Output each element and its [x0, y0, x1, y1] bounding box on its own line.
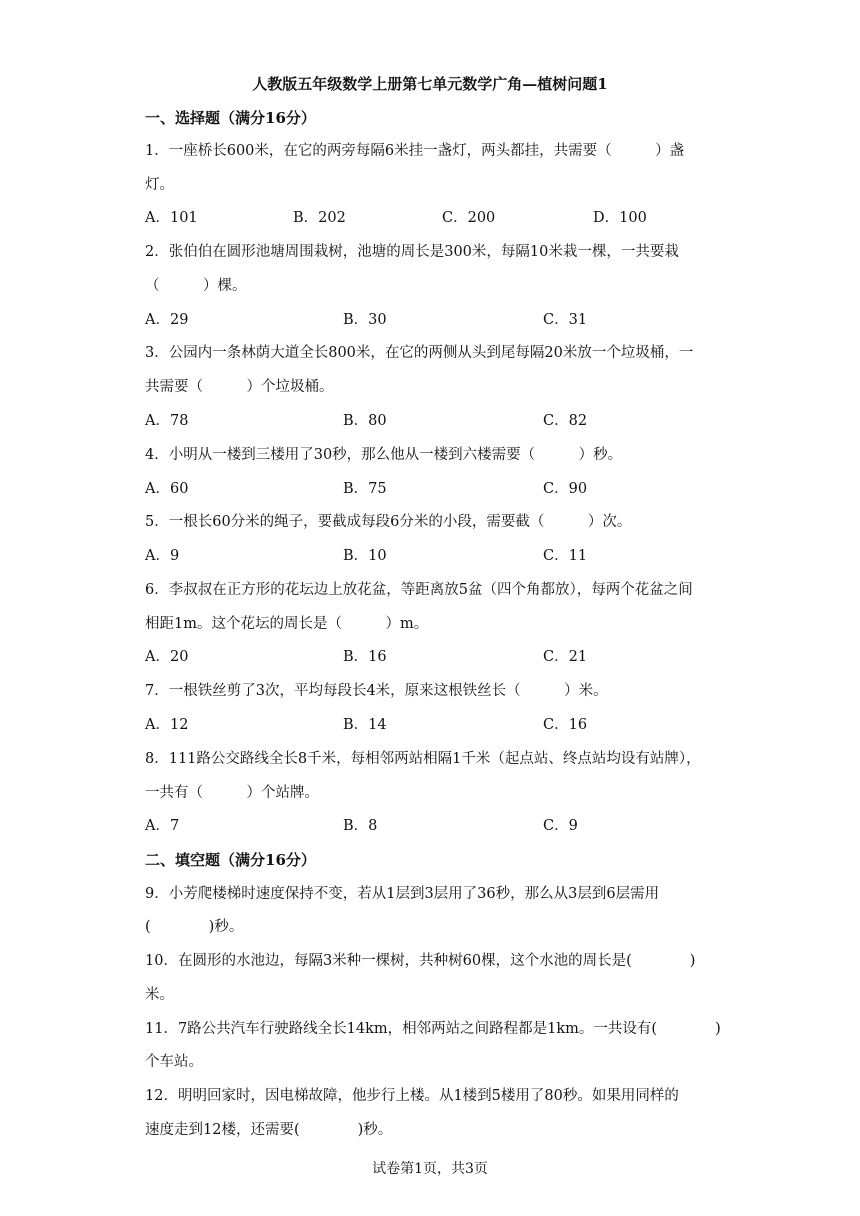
- question-4-line-1: 4．小明从一楼到三楼用了30秒，那么他从一楼到六楼需要（ ）秒。: [145, 447, 623, 463]
- question-5-option-a: A．9: [145, 548, 180, 564]
- question-12-line-2: 速度走到12楼，还需要( )秒。: [145, 1122, 393, 1138]
- question-8-option-c: C．9: [543, 818, 578, 834]
- question-1-option-b: B．202: [293, 210, 346, 226]
- question-10-line-1: 10．在圆形的水池边，每隔3米种一棵树，共种树60棵，这个水池的周长是( ): [145, 953, 696, 969]
- question-2-option-a: A．29: [145, 312, 189, 328]
- question-6-line-1: 6．李叔叔在正方形的花坛边上放花盆，等距离放5盆（四个角都放），每两个花盆之间: [145, 582, 693, 598]
- question-6-option-b: B．16: [343, 649, 387, 665]
- question-9-line-1: 9．小芳爬楼梯时速度保持不变，若从1层到3层用了36秒，那么从3层到6层需用: [145, 886, 660, 902]
- question-1-line-2: 灯。: [145, 177, 174, 193]
- question-7-line-1: 7．一根铁丝剪了3次，平均每段长4米，原来这根铁丝长（ ）米。: [145, 683, 608, 699]
- question-1-line-1: 1．一座桥长600米，在它的两旁每隔6米挂一盏灯，两头都挂，共需要（ ）盏: [145, 143, 685, 159]
- question-7-options: [145, 715, 725, 735]
- page-footer: 试卷第1页，共3页: [372, 1161, 488, 1177]
- question-4-option-c: C．90: [543, 481, 588, 497]
- question-10-line-2: 米。: [145, 987, 174, 1003]
- question-1-option-a: A．101: [145, 210, 198, 226]
- question-3-line-2: 共需要（ ）个垃圾桶。: [145, 379, 334, 395]
- question-7-option-a: A．12: [145, 717, 189, 733]
- question-3-option-b: B．80: [343, 413, 387, 429]
- question-2-line-2: （ ）棵。: [145, 278, 247, 294]
- section-heading-fill: 二、填空题（满分16分）: [145, 851, 316, 869]
- question-2-option-b: B．30: [343, 312, 387, 328]
- question-12-line-1: 12．明明回家时，因电梯故障，他步行上楼。从1楼到5楼用了80秒。如果用同样的: [145, 1088, 679, 1104]
- question-8-options: [145, 816, 725, 836]
- question-3-options: [145, 411, 725, 431]
- question-3-option-a: A．78: [145, 413, 189, 429]
- question-6-option-c: C．21: [543, 649, 588, 665]
- section-heading-choice: 一、选择题（满分16分）: [145, 109, 316, 127]
- question-5-line-1: 5．一根长60分米的绳子，要截成每段6分米的小段，需要截（ ）次。: [145, 514, 632, 530]
- question-6-line-2: 相距1m。这个花坛的周长是（ ）m。: [145, 616, 429, 632]
- question-2-line-1: 2．张伯伯在圆形池塘周围栽树，池塘的周长是300米，每隔10米栽一棵，一共要栽: [145, 244, 679, 260]
- question-8-line-1: 8．111路公交路线全长8千米，每相邻两站相隔1千米（起点站、终点站均设有站牌），: [145, 751, 701, 767]
- question-2-option-c: C．31: [543, 312, 588, 328]
- question-1-option-d: D．100: [593, 210, 647, 226]
- question-7-option-c: C．16: [543, 717, 588, 733]
- question-5-options: [145, 546, 725, 566]
- question-8-option-a: A．7: [145, 818, 180, 834]
- question-2-options: [145, 310, 725, 330]
- question-1-option-c: C．200: [442, 210, 496, 226]
- question-9-line-2: ( )秒。: [145, 919, 244, 935]
- question-8-option-b: B．8: [343, 818, 378, 834]
- question-3-line-1: 3．公园内一条林荫大道全长800米，在它的两侧从头到尾每隔20米放一个垃圾桶，一: [145, 345, 694, 361]
- question-1-options: [145, 208, 725, 228]
- question-7-option-b: B．14: [343, 717, 387, 733]
- question-6-options: [145, 647, 725, 667]
- question-11-line-2: 个车站。: [145, 1054, 203, 1070]
- question-8-line-2: 一共有（ ）个站牌。: [145, 785, 319, 801]
- question-11-line-1: 11．7路公共汽车行驶路线全长14km，相邻两站之间路程都是1km。一共设有( ): [145, 1021, 721, 1037]
- question-5-option-b: B．10: [343, 548, 387, 564]
- question-3-option-c: C．82: [543, 413, 588, 429]
- question-5-option-c: C．11: [543, 548, 588, 564]
- question-4-option-a: A．60: [145, 481, 189, 497]
- question-4-options: [145, 479, 725, 499]
- question-6-option-a: A．20: [145, 649, 189, 665]
- question-4-option-b: B．75: [343, 481, 387, 497]
- page-title: 人教版五年级数学上册第七单元数学广角—植树问题1: [252, 75, 608, 93]
